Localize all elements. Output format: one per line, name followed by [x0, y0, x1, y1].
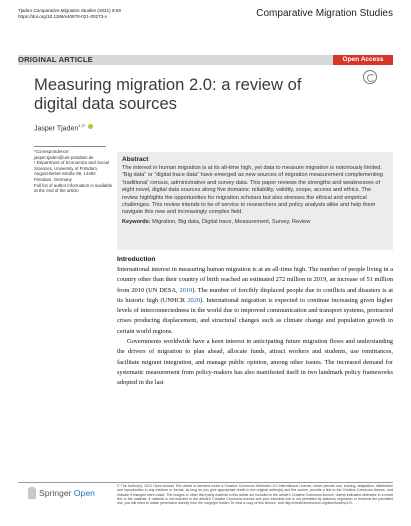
check-for-updates-icon[interactable] — [363, 70, 377, 84]
author-name[interactable]: Jasper Tjaden — [34, 125, 79, 133]
running-head-author: Tjaden — [18, 8, 33, 13]
logo-text — [39, 488, 95, 498]
keywords-line — [122, 219, 388, 226]
open-access-badge: Open Access — [333, 55, 393, 65]
body-paragraph: Governments worldwide have a keen interest in anticipating future migration flows and understanding the drivers of migration to plan ahead, allocate funds, attract workers and students, use remittances, facilitate migrant integration, and manage public opinion, among other issues. The increased demand for systematic measurement from policy-makers has also manifested itself in two landmark policy frameworks adopted in the last — [117, 338, 393, 387]
citation-link[interactable]: 2019 — [179, 286, 193, 294]
abstract-text: The interest in human migration is at its all-time high, yet data to measure migration is notoriously limited. “Big data” or “digital trace data” have emerged as new sources of migration measurement complementing ‘traditional’ census, administrative and survey data. This paper reviews the strengths and weaknesses of eight novel, digital data sources along five domains: reliability, validity, scope, access and ethics. The review highlights the opportunities for migration scholars but also stresses the ethical and empirical challenges. This review intends to be of service to researchers and policy analysts alike and help them navigate this new and increasingly complex field. — [122, 165, 383, 216]
article-title: Measuring migration 2.0: a review of digital data sources — [34, 75, 302, 113]
logo-word-springer: Springer — [39, 488, 72, 498]
affiliation-divider — [34, 146, 106, 147]
journal-title: Comparative Migration Studies — [256, 8, 393, 19]
correspondence-label: *Correspondence: — [34, 149, 70, 154]
author-superscript: 1,2* — [78, 123, 86, 128]
section-heading-introduction: Introduction — [117, 256, 156, 263]
affiliation-note: Full list of author information is available at the end of the article — [34, 182, 113, 194]
abstract-heading: Abstract — [122, 156, 149, 163]
article-body — [117, 256, 393, 389]
orcid-icon[interactable] — [88, 124, 93, 129]
running-head — [18, 8, 121, 20]
citation-link[interactable]: 2020 — [187, 296, 201, 304]
springer-horse-icon — [28, 487, 36, 499]
body-paragraph — [117, 265, 393, 337]
author-line — [34, 123, 93, 132]
paragraph-text: International interest in measuring human migration is at an all-time high. The number of people living in a country other than their country of birth reached an estimated 272 million in 2019, an increase of 51 million from 2010 (UN DESA, — [117, 266, 393, 294]
keywords-label: Keywords: — [122, 218, 151, 225]
abstract-box — [117, 152, 393, 250]
paragraph-text: ). International migration is expected to continue increasing given higher levels of interconnectedness in the world due to improved communication and transport systems, protracted crises producing displacement, and structural changes such as climate change and population growth in certain world regions. — [117, 296, 393, 335]
license-text: © The Author(s). 2021 Open Access This article is licensed under a Creative Commons Attribution 4.0 International License, which permits use, sharing, adaptation, distribution and reproduction in any medium or format, as long as you give appropriate credit to the original author(s) and the source, provide a link to the Creative Commons licence, and indicate if changes were made. The images or other third party material in this article are included in the article's Creative Commons licence, unless indicated otherwise in a credit line to the material. If material is not included in the article's Creative Commons licence and your intended use is not permitted by statutory regulation or exceeds the permitted use, you will need to obtain permission directly from the copyright holder. To view a copy of this licence, visit http://creativecommons.org/licenses/by/4.0/. — [117, 484, 393, 506]
running-head-journal: Comparative Migration Studies — [33, 8, 97, 13]
springer-open-logo — [28, 484, 98, 502]
paragraph-text: ). The number of forcibly displaced people due to conflicts and disasters is at its historic high (UNHCR — [117, 286, 393, 304]
logo-word-open: Open — [73, 488, 95, 498]
article-type-label: ORIGINAL ARTICLE — [18, 55, 93, 64]
doi-link[interactable]: https://doi.org/10.1186/s40878-021-00273-x — [18, 14, 108, 19]
affiliation-block — [34, 149, 114, 194]
keywords-list: Migration, Big data, Digital trace, Measurement, Survey, Review — [152, 218, 311, 225]
affiliation-department: ¹ Department of Economics and Social Sciences, University of Potsdam, August-Bebel-Straße 89, 14482 Potsdam, Germany — [34, 160, 109, 182]
running-head-year: (2021) 9:59 — [97, 8, 121, 13]
footer-divider — [18, 482, 393, 483]
correspondence-email[interactable]: jasper.tjaden@uni-potsdam.de — [34, 154, 94, 160]
